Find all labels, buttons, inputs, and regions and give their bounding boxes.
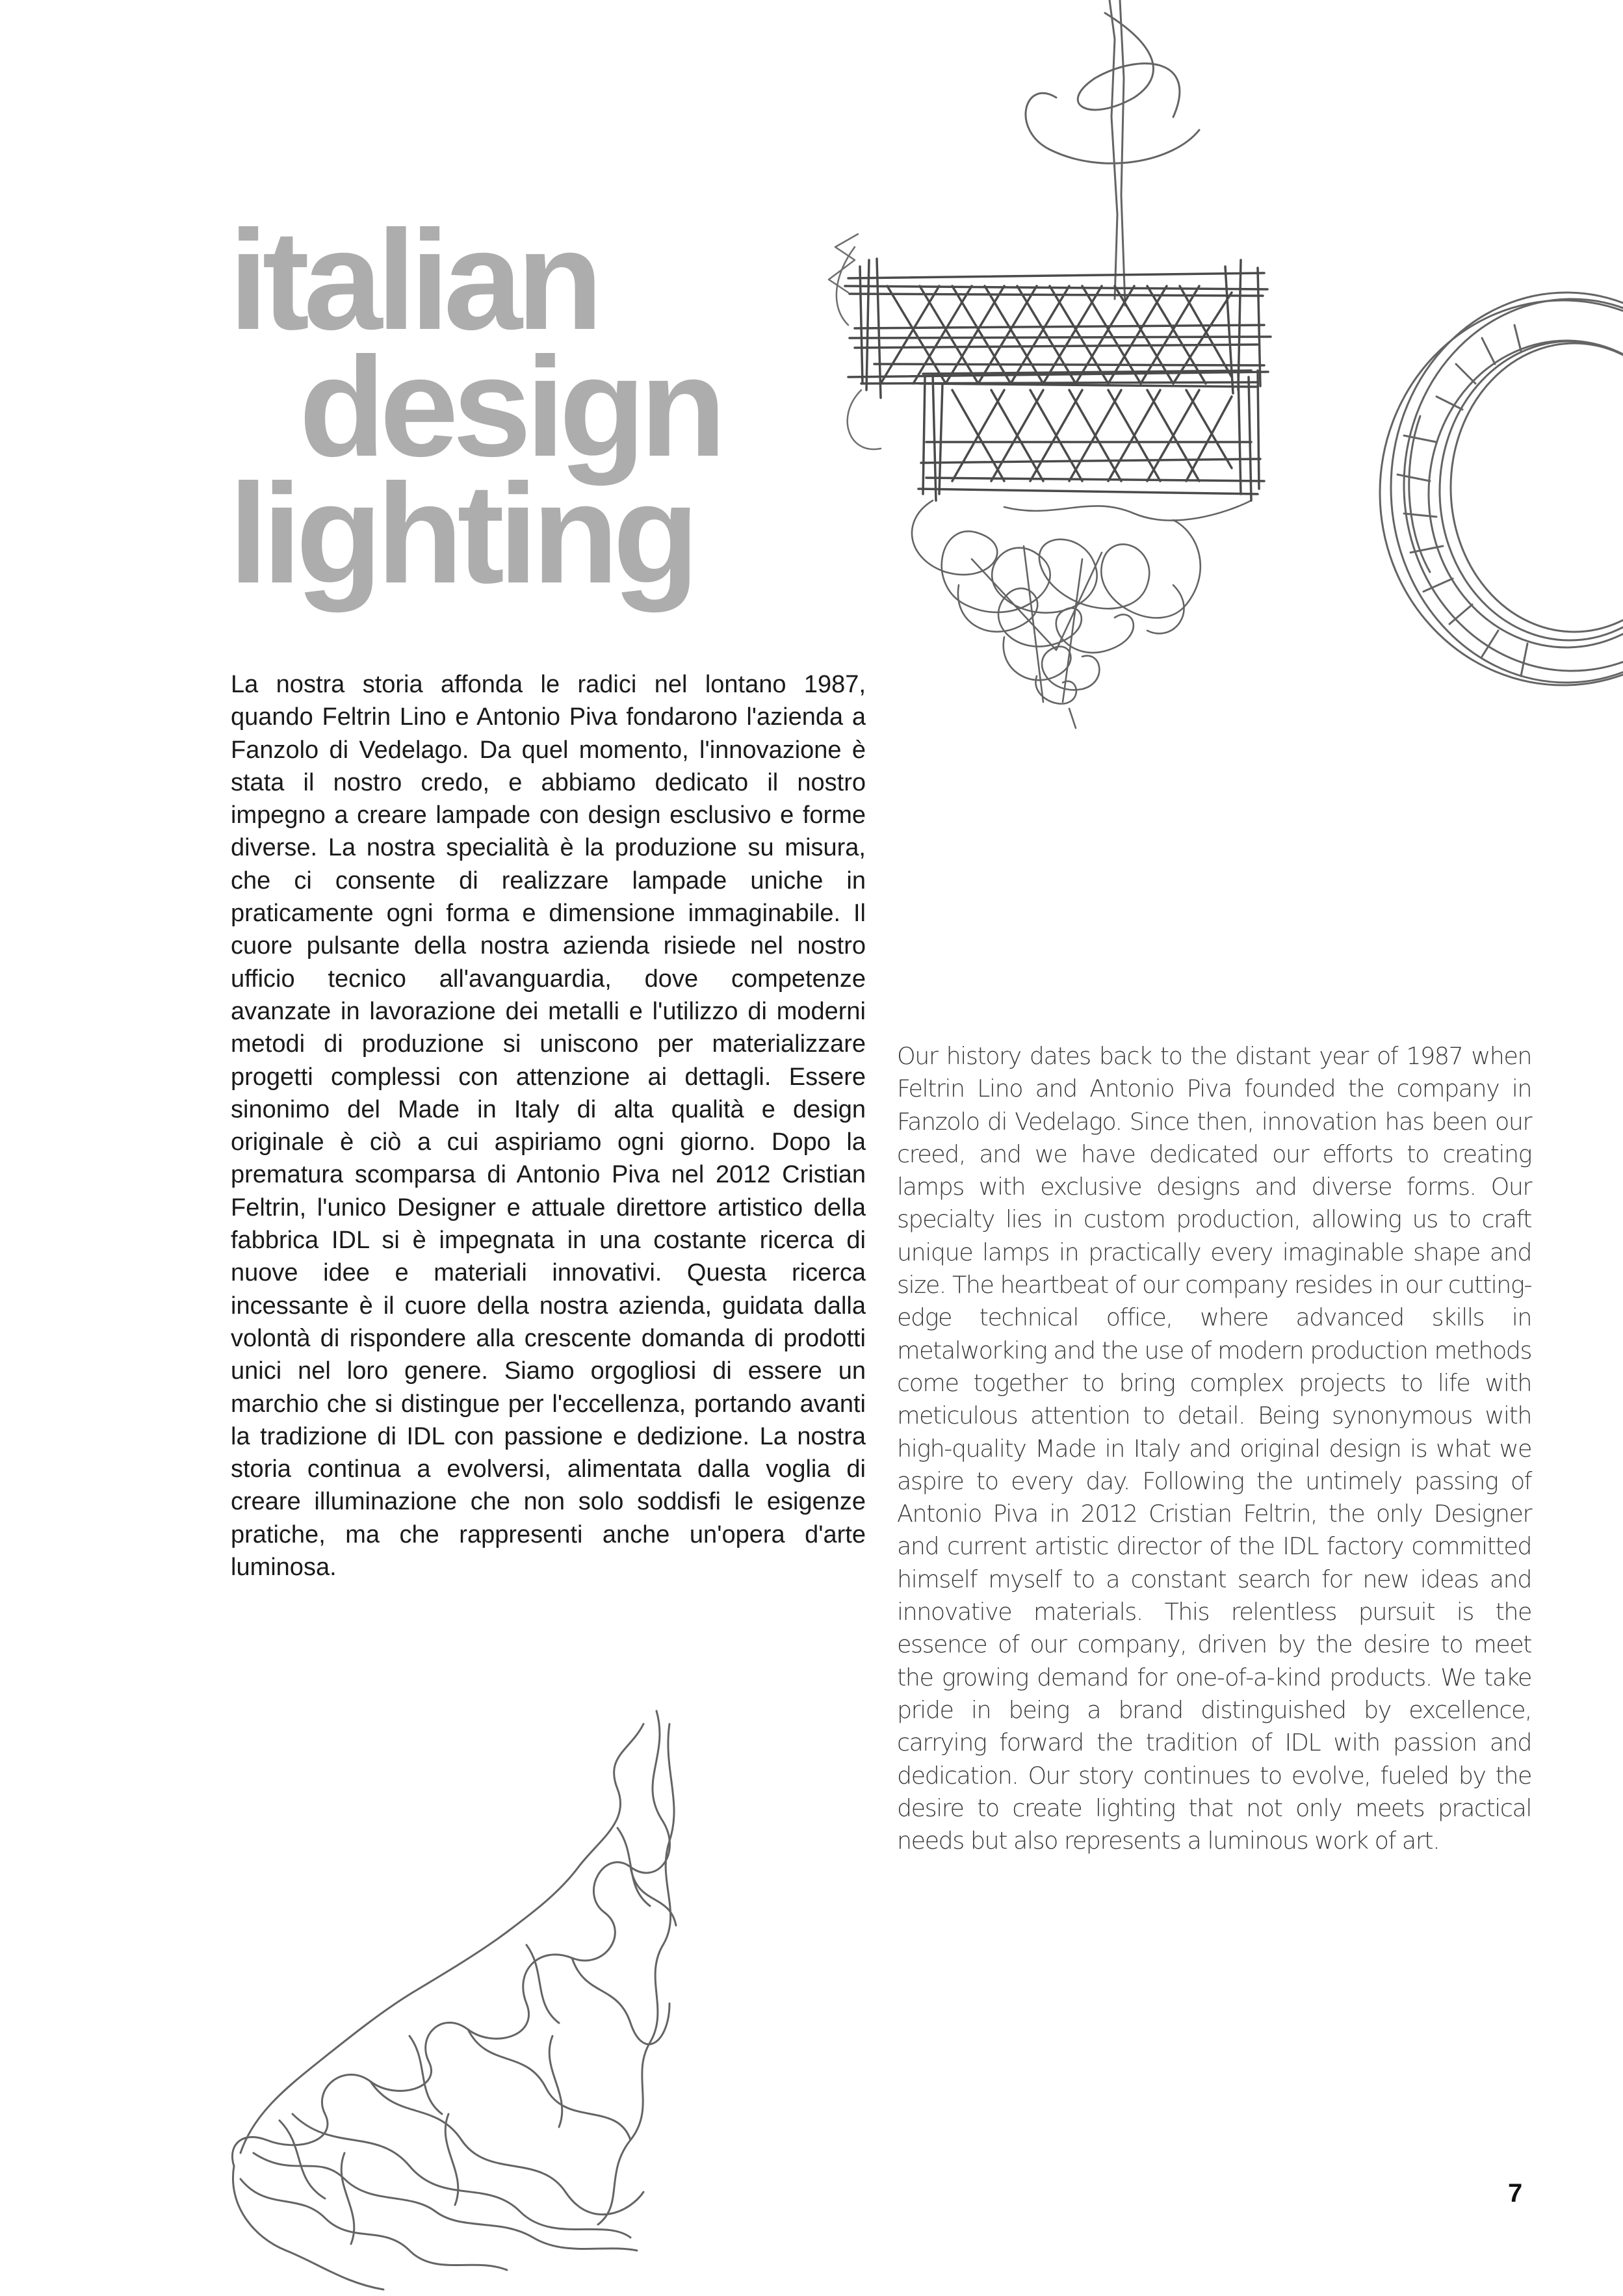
- ring-lamp-sketch-icon: [1365, 293, 1623, 722]
- pendant-lamp-sketch-icon: [809, 0, 1303, 728]
- body-text-english: Our history dates back to the distant year of 1987 when Feltrin Lino and Antonio Piva founded the company in Fanzolo di Vedelago. Since then, innovation has been our creed, and we have dedicated our efforts to creating lamps with exclusive designs and diverse forms. Our specialty lies in custom production, allowing us to craft unique lamps in practically every imaginable shape and size. The heartbeat of our company resides in our cutting-edge technical office, where advanced skills in metalworking and the use of modern production methods come together to bring complex projects to life with meticulous attention to detail. Being synonymous with high-quality Made in Italy and original design is what we aspire to every day. Following the untimely passing of Antonio Piva in 2012 Cristian Feltrin, the only Designer and current artistic director of the IDL factory committed himself myself to a constant search for new ideas and innovative materials. This relentless pursuit is the essence of our company, driven by the desire to meet the growing demand for one-of-a-kind products. We take pride in being a brand distinguished by excellence, carrying forward the tradition of IDL with passion and dedication. Our story continues to evolve, fueled by the desire to create lighting that not only meets practical needs but also represents a luminous work of art.: [897, 1042, 1531, 1855]
- title-design: design: [299, 328, 721, 486]
- title-lighting: lighting: [229, 455, 694, 613]
- body-text-italian: La nostra storia affonda le radici nel lontano 1987, quando Feltrin Lino e Antonio Piva fondarono l'azienda a Fanzolo di Vedelago. Da quel momento, l'innovazione è stata il nostro credo, e abbiamo dedicato il nostro impegno a creare lampade con design esclusivo e forme diverse. La nostra specialità è la produzione su misura, che ci consente di realizzare lampade uniche in praticamente ogni forma e dimensione immaginabile. Il cuore pulsante della nostra azienda risiede nel nostro ufficio tecnico all'avanguardia, dove competenze avanzate in lavorazione dei metalli e l'utilizzo di moderni metodi di produzione si uniscono per materializzare progetti complessi con attenzione ai dettagli. Essere sinonimo del Made in Italy di alta qualità e design originale è ciò a cui aspiriamo ogni giorno. Dopo la prematura scomparsa di Antonio Piva nel 2012 Cristian Feltrin, l'unico Designer e attuale direttore artistico della fabbrica IDL si è impegnata in una costante ricerca di nuove idee e materiali innovativi. Questa ricerca incessante è il cuore della nostra azienda, guidata dalla volontà di rispondere alla crescente domanda di prodotti unici nel loro genere. Siamo orgogliosi di essere un marchio che si distingue per l'eccellenza, portando avanti la tradizione di IDL con passione e dedizione. La nostra storia continua a evolversi, alimentata dalla voglia di creare illuminazione che non solo soddisfi le esigenze pratiche, ma che rappresenti anche un'opera d'arte luminosa.: [231, 671, 866, 1582]
- cascade-lamp-sketch-icon: [214, 1698, 747, 2296]
- page-number: 7: [1508, 2179, 1523, 2208]
- title-italian: italian: [229, 202, 597, 359]
